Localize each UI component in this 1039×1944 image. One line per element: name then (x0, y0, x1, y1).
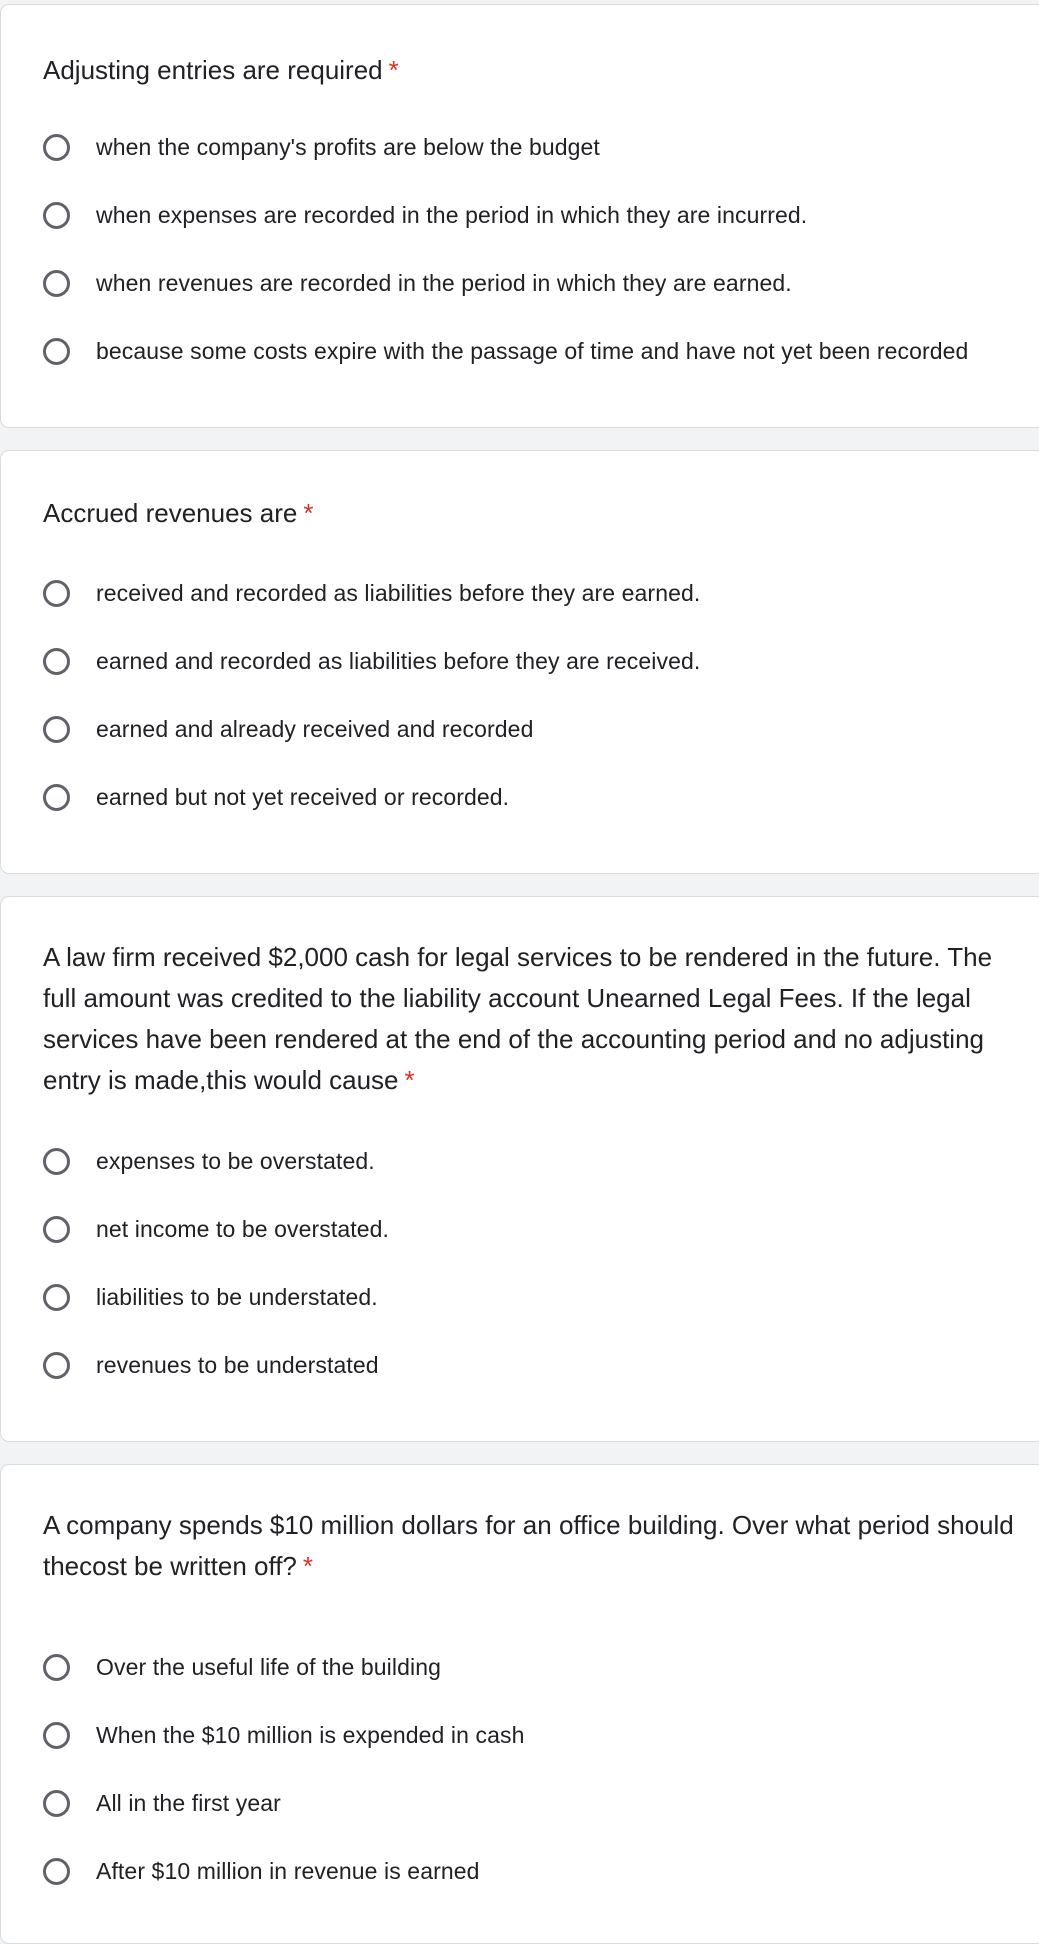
question-card-1 (0, 4, 1039, 428)
question-card-3 (0, 896, 1039, 1442)
radio-option[interactable] (43, 709, 1039, 749)
question-text: Adjusting entries are required (43, 55, 383, 85)
radio-button-icon[interactable] (43, 270, 70, 297)
option-label: earned but not yet received or recorded. (96, 783, 510, 810)
radio-option[interactable] (43, 573, 1039, 613)
question-title (43, 937, 1030, 1101)
radio-button-icon[interactable] (43, 202, 70, 229)
radio-button-icon[interactable] (43, 580, 70, 607)
required-asterisk: * (388, 55, 399, 85)
radio-option[interactable] (43, 641, 1039, 681)
required-asterisk: * (404, 1065, 415, 1095)
radio-option[interactable] (43, 263, 1039, 303)
radio-option[interactable] (43, 1851, 1039, 1891)
radio-button-icon[interactable] (43, 1790, 70, 1817)
option-label: expenses to be overstated. (96, 1147, 375, 1174)
option-label: earned and recorded as liabilities before they are received. (96, 647, 701, 674)
option-label: revenues to be understated (96, 1351, 379, 1378)
option-label: when the company's profits are below the budget (96, 133, 600, 160)
option-label: Over the useful life of the building (96, 1653, 441, 1680)
option-label: net income to be overstated. (96, 1215, 390, 1242)
option-label: when expenses are recorded in the period in which they are incurred. (96, 201, 808, 228)
radio-option[interactable] (43, 1647, 1039, 1687)
radio-button-icon[interactable] (43, 1654, 70, 1681)
radio-option[interactable] (43, 1345, 1039, 1385)
radio-button-icon[interactable] (43, 134, 70, 161)
radio-option[interactable] (43, 1783, 1039, 1823)
radio-option[interactable] (43, 1209, 1039, 1249)
question-text: A law firm received $2,000 cash for legal services to be rendered in the future. The full amount was credited to the liability account Unearned Legal Fees. If the legal services have been rendered at the end of the accounting period and no adjusting entry is made,this would cause (43, 942, 993, 1095)
radio-button-icon[interactable] (43, 1148, 70, 1175)
question-title (43, 1505, 1030, 1587)
question-text: A company spends $10 million dollars for an office building. Over what period should thecost be written off? (43, 1510, 1014, 1581)
radio-button-icon[interactable] (43, 1216, 70, 1243)
radio-button-icon[interactable] (43, 716, 70, 743)
radio-button-icon[interactable] (43, 1352, 70, 1379)
radio-button-icon[interactable] (43, 784, 70, 811)
question-title (43, 50, 1030, 91)
radio-button-icon[interactable] (43, 1858, 70, 1885)
radio-option[interactable] (43, 127, 1039, 167)
radio-option[interactable] (43, 1141, 1039, 1181)
radio-button-icon[interactable] (43, 1722, 70, 1749)
question-text: Accrued revenues are (43, 498, 298, 528)
question-card-4 (0, 1464, 1039, 1944)
radio-option[interactable] (43, 331, 1039, 371)
radio-button-icon[interactable] (43, 648, 70, 675)
radio-option[interactable] (43, 777, 1039, 817)
option-label: liabilities to be understated. (96, 1283, 378, 1310)
radio-option[interactable] (43, 1715, 1039, 1755)
required-asterisk: * (302, 1551, 314, 1581)
option-label: When the $10 million is expended in cash (96, 1721, 525, 1748)
question-card-2 (0, 450, 1039, 874)
radio-button-icon[interactable] (43, 338, 70, 365)
option-label: All in the first year (96, 1789, 281, 1816)
option-label: After $10 million in revenue is earned (96, 1857, 480, 1884)
option-label: when revenues are recorded in the period in which they are earned. (96, 269, 792, 296)
radio-option[interactable] (43, 195, 1039, 235)
option-label: because some costs expire with the passage of time and have not yet been recorded (96, 337, 969, 364)
option-label: received and recorded as liabilities before they are earned. (96, 579, 701, 606)
radio-option[interactable] (43, 1277, 1039, 1317)
required-asterisk: * (303, 498, 314, 528)
option-label: earned and already received and recorded (96, 715, 534, 742)
question-title (43, 493, 1030, 534)
radio-button-icon[interactable] (43, 1284, 70, 1311)
